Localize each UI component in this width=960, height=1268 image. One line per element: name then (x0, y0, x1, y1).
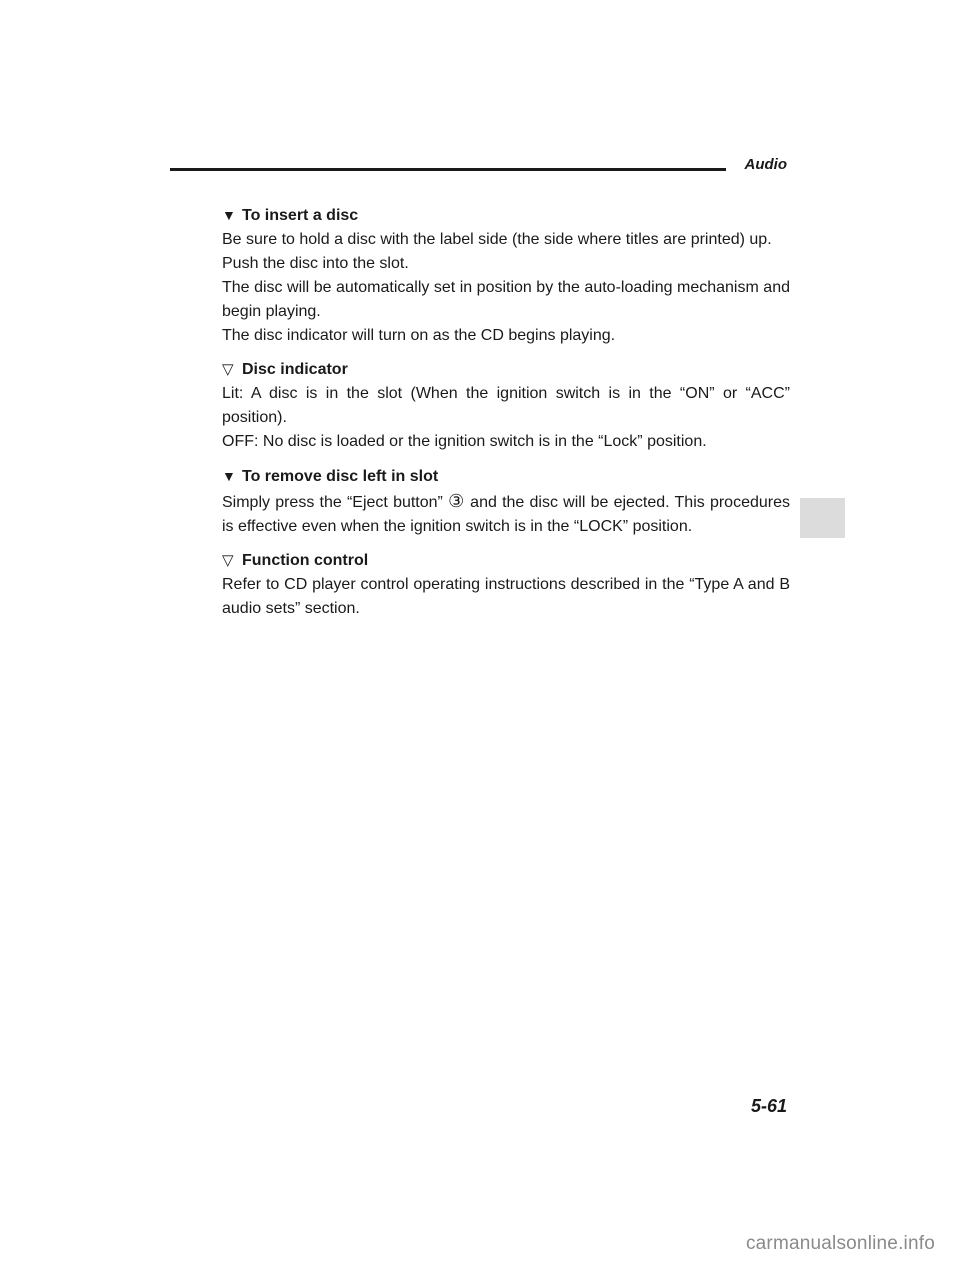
text-run: and the disc will be ejected. This procedures is effective even when the ignition switch is in the “LOCK” position. (222, 494, 791, 535)
chapter-tab (800, 498, 845, 538)
heading-disc-indicator (222, 358, 790, 382)
circled-number-icon: ③ (448, 491, 465, 511)
heading-text: To insert a disc (242, 207, 359, 224)
paragraph (222, 489, 790, 539)
page-content (222, 203, 790, 621)
paragraph: The disc will be automatically set in position by the auto-loading mechanism and begin playing. (222, 279, 790, 320)
hollow-triangle-icon: ▽ (222, 361, 234, 378)
heading-text: Disc indicator (242, 361, 348, 378)
heading-text: To remove disc left in slot (242, 468, 439, 485)
heading-insert-disc (222, 203, 790, 228)
paragraph: Refer to CD player control operating instructions described in the “Type A and B audio sets” section. (222, 576, 790, 617)
hollow-triangle-icon: ▽ (222, 552, 234, 569)
header-rule (170, 168, 726, 171)
text-run: Simply press the “Eject button” (222, 494, 449, 511)
solid-triangle-icon: ▼ (222, 207, 236, 223)
heading-remove-disc (222, 464, 790, 489)
paragraph: Lit: A disc is in the slot (When the ignition switch is in the “ON” or “ACC” position). (222, 385, 790, 426)
section-title: Audio (744, 156, 787, 173)
paragraph: OFF: No disc is loaded or the ignition switch is in the “Lock” position. (222, 433, 707, 450)
solid-triangle-icon: ▼ (222, 468, 236, 484)
paragraph: Be sure to hold a disc with the label side (the side where titles are printed) up. (222, 231, 772, 248)
heading-text: Function control (242, 552, 369, 569)
page-number: 5-61 (750, 1096, 787, 1116)
paragraph: Push the disc into the slot. (222, 255, 409, 272)
watermark: carmanualsonline.info (745, 1233, 935, 1254)
heading-function-control (222, 549, 790, 573)
paragraph: The disc indicator will turn on as the CD begins playing. (222, 327, 616, 344)
